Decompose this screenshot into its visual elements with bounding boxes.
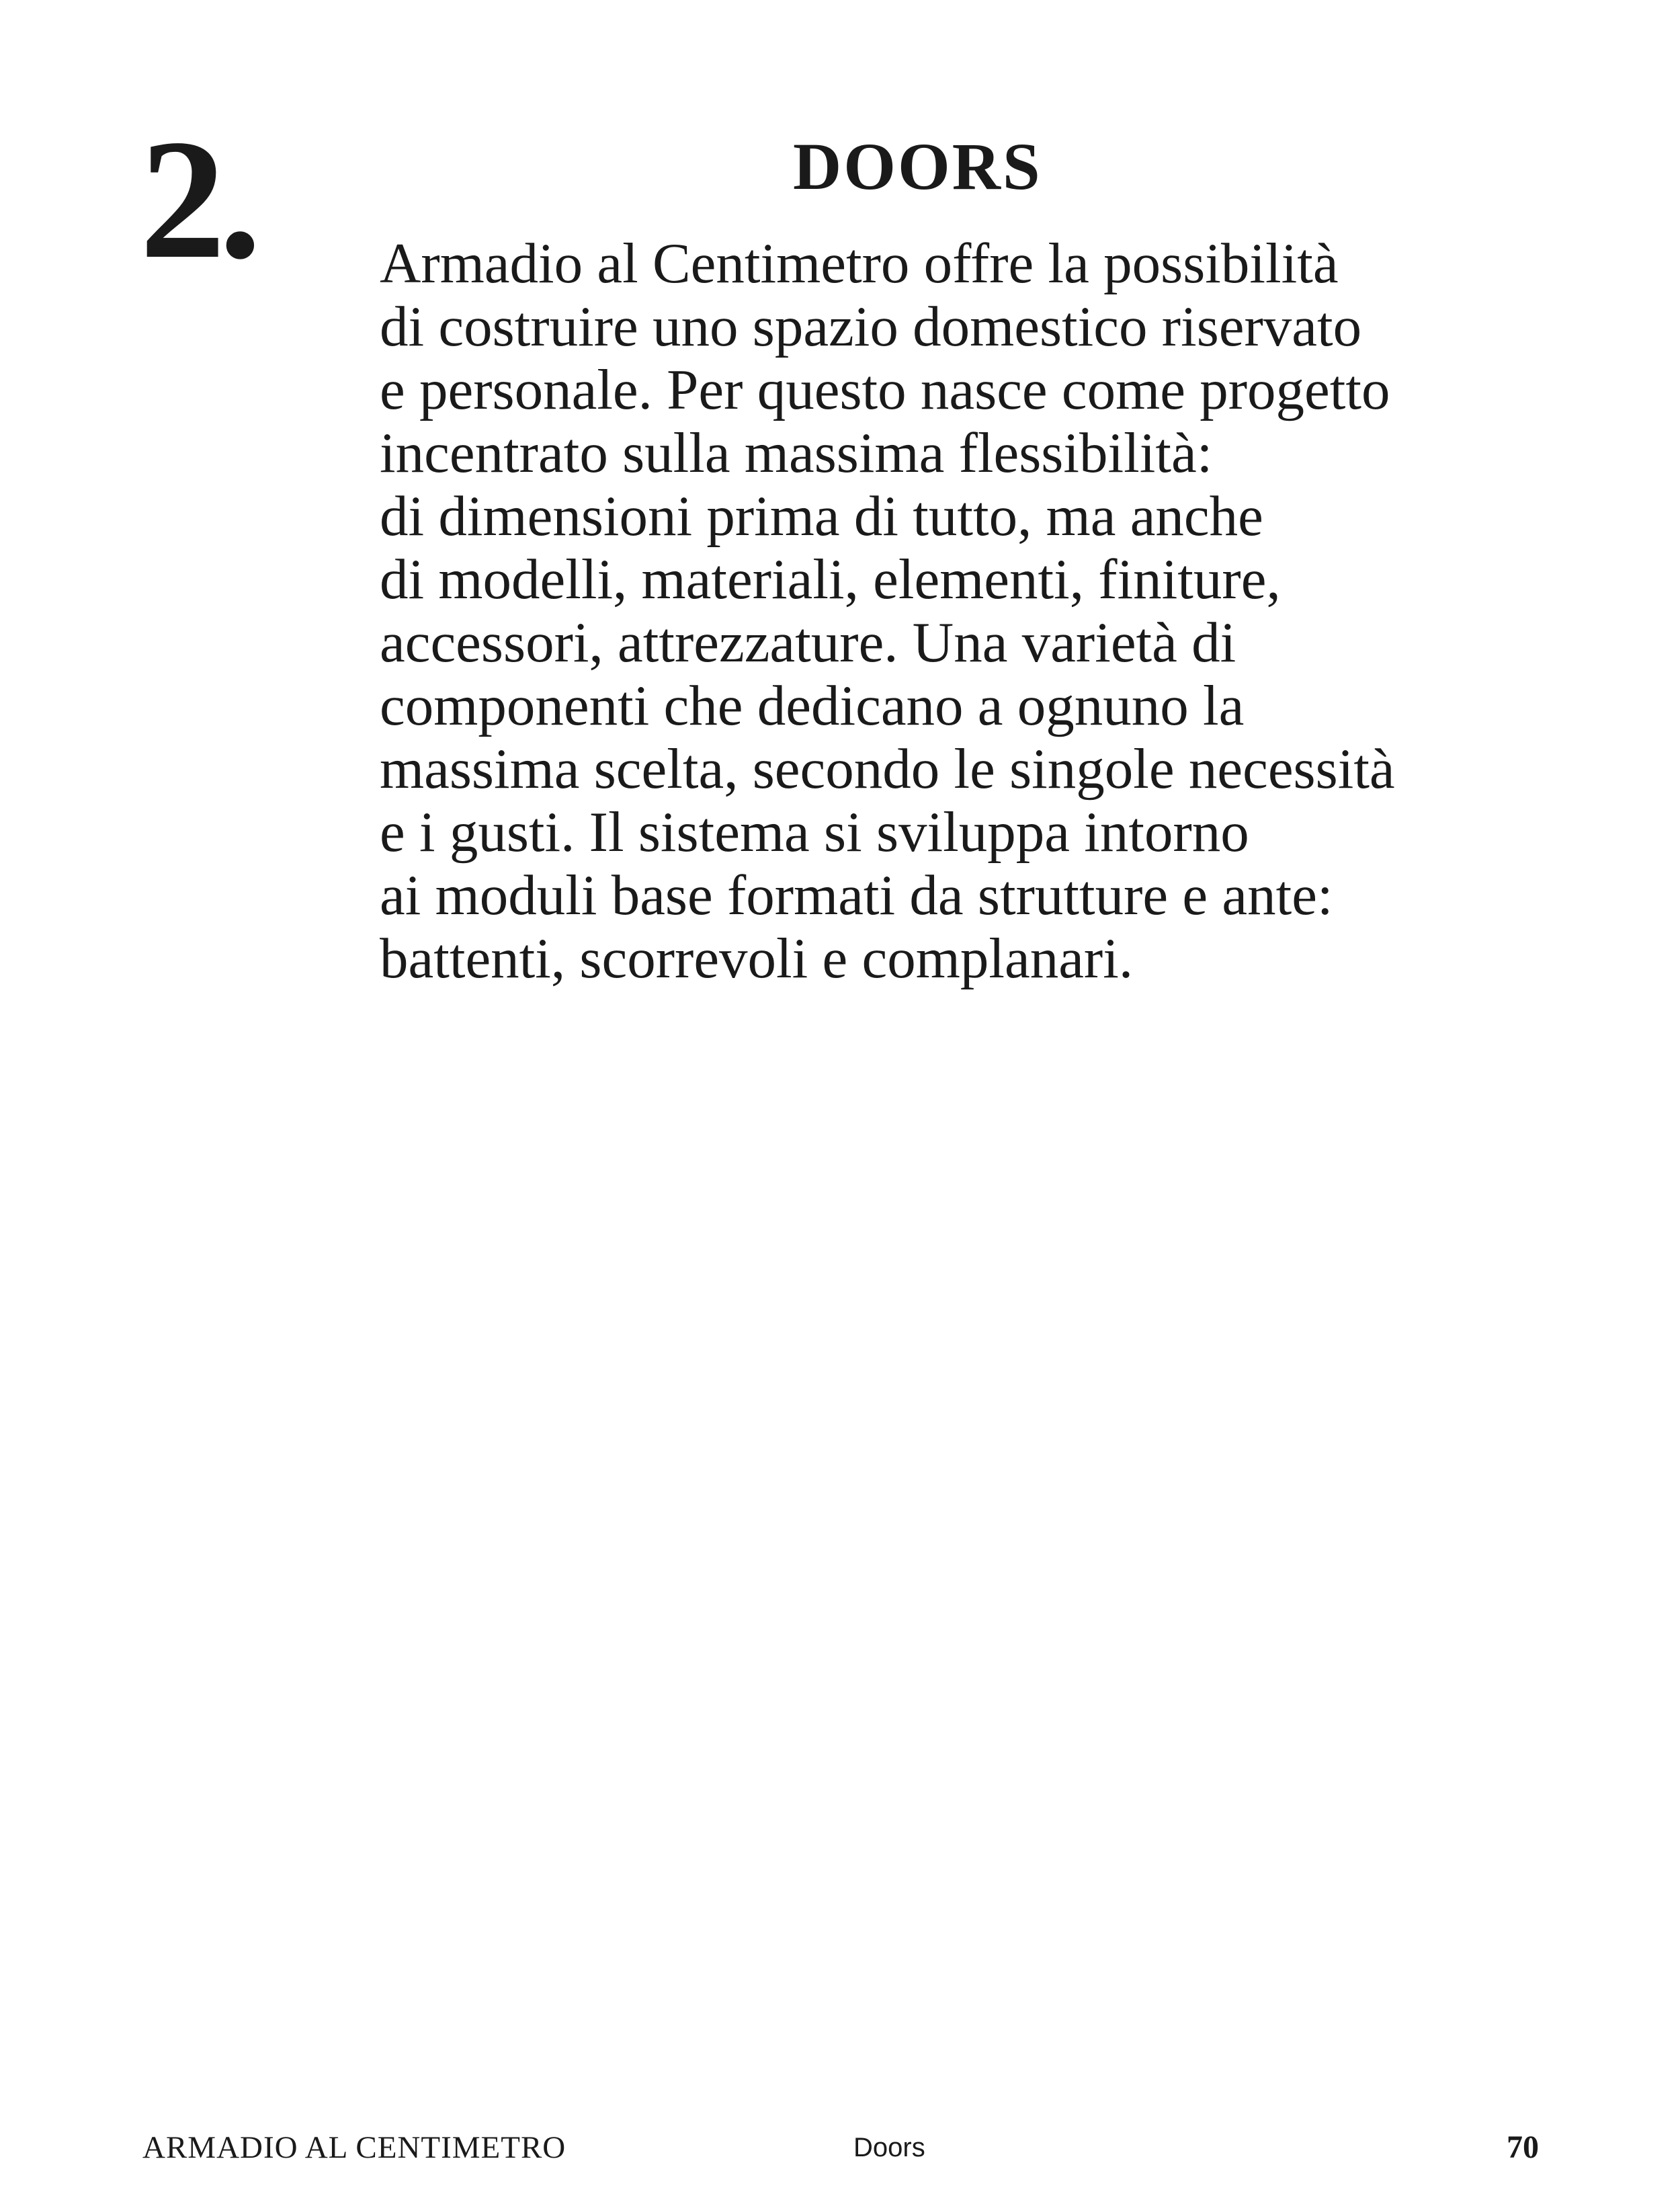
body-line: Armadio al Centimetro offre la possibilità bbox=[380, 232, 1339, 295]
body-line: componenti che dedicano a ognuno la bbox=[380, 674, 1245, 737]
body-line: di costruire uno spazio domestico riservato bbox=[380, 295, 1362, 358]
body-line: di dimensioni prima di tutto, ma anche bbox=[380, 485, 1263, 548]
footer-brand: ARMADIO AL CENTIMETRO bbox=[142, 2130, 566, 2165]
body-line: ai moduli base formati da strutture e ante: bbox=[380, 864, 1333, 927]
footer-section-name: Doors bbox=[853, 2133, 925, 2162]
section-number: 2. bbox=[140, 105, 255, 294]
page-number: 70 bbox=[1507, 2129, 1539, 2165]
body-line: massima scelta, secondo le singole necessità bbox=[380, 737, 1395, 801]
body-line: accessori, attrezzature. Una varietà di bbox=[380, 611, 1236, 674]
body-line: e i gusti. Il sistema si sviluppa intorno bbox=[380, 801, 1249, 864]
body-line: e personale. Per questo nasce come progetto bbox=[380, 358, 1390, 421]
section-title: DOORS bbox=[793, 129, 1042, 204]
body-line: battenti, scorrevoli e complanari. bbox=[380, 927, 1134, 990]
page-footer bbox=[0, 2127, 1680, 2168]
body-line: di modelli, materiali, elementi, finiture, bbox=[380, 548, 1281, 611]
body-paragraph bbox=[380, 232, 1562, 990]
body-line: incentrato sulla massima flessibilità: bbox=[380, 421, 1213, 485]
